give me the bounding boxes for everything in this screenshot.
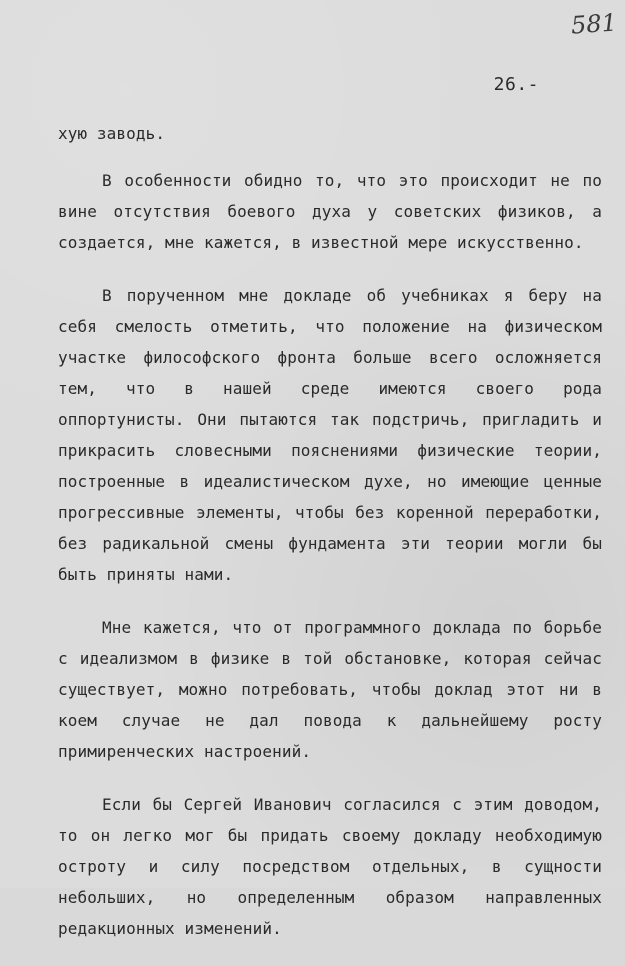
paragraph-4: Если бы Сергей Иванович согласился с этим доводом, то он легко мог бы придать своему докладу необходимую остроту и силу посредством отдельных, в сущности небольших, но определенным образом направленных редакционных изменений. — [58, 795, 602, 938]
page-number: 26.- — [493, 74, 539, 95]
folio-mark: 581 — [570, 8, 618, 40]
paragraph-2: В порученном мне докладе об учебниках я беру на себя смелость отметить, что положение на физическом участке философского фронта больше всего осложняется тем, что в нашей среде имеются своего рода оппортунисты. Они пытаются так подстричь, пригладить и прикрасить словесными пояснениями физические теории, построенные в идеалистическом духе, но имеющие ценные прогрессивные элементы, чтобы без коренной переработки, без радикальной смены фундамента эти теории могли бы быть приняты нами. — [58, 286, 602, 584]
paragraph-1: В особенности обидно то, что это происходит не по вине отсутствия боевого духа у советских физиков, а создается, мне кажется, в известной мере искусственно. — [58, 171, 602, 252]
paragraph-3: Мне кажется, что от программного доклада по борьбе с идеализмом в физике в той обстановке, которая сейчас существует, можно потребовать, чтобы доклад этот ни в коем случае не дал повода к дальнейшему росту примиренческих настроений. — [58, 618, 602, 761]
continued-line: хую заводь. — [58, 124, 166, 143]
document-text — [58, 118, 602, 966]
